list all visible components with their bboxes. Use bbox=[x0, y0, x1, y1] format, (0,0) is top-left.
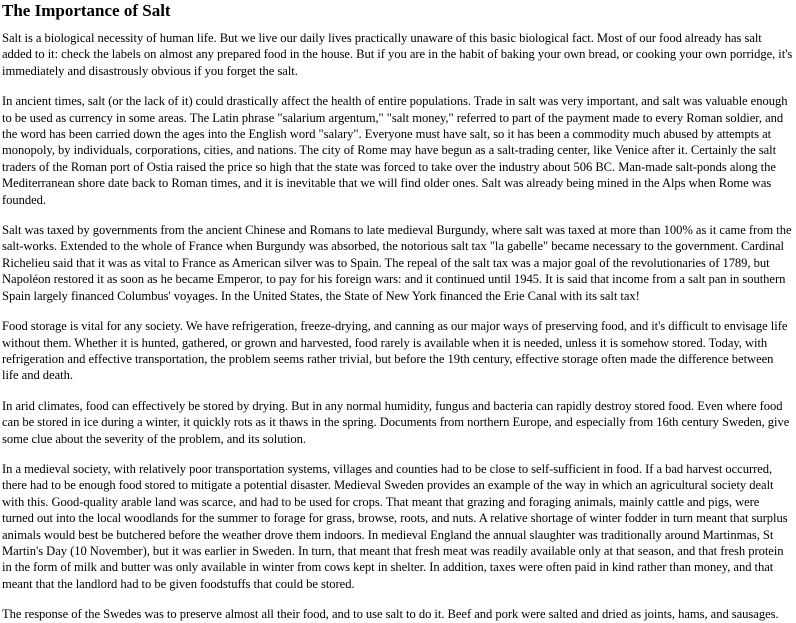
paragraph-salt-necessity: Salt is a biological necessity of human life. But we live our daily lives practically unaware of this basic biological fact. Most of our food already has salt added to it: check the labels on almost any prepared food in the house. But if you are in the habit of baking your own bread, or cooking your own porridge, it's immediately and disastrously obvious if you forget the salt. bbox=[2, 31, 793, 78]
page-title: The Importance of Salt bbox=[2, 1, 171, 20]
paragraph-medieval-society: In a medieval society, with relatively poor transportation systems, villages and counties had to be close to self-sufficient in food. If a bad harvest occurred, there had to be enough food stored to mitigate a potential disaster. Medieval Sweden provides an example of the way in which an agricultural society dealt with this. Good-quality arable land was scarce, and had to be used for crops. That meant that grazing and foraging animals, mainly cattle and pigs, were turned out into the local woodlands for the summer to forage for grass, browse, roots, and nuts. A relative shortage of winter fodder in turn meant that surplus animals would best be butchered before the weather drove them indoors. In medieval England the annual slaughter was traditionally around Martinmas, St Martin's Day (10 November), but it was earlier in Sweden. In turn, that meant that fresh meat was readily available only at that season, and that fresh protein in the form of milk and butter was only available in winter from cows kept in shelter. In addition, taxes were often paid in kind rather than money, and that meant that the landlord had to be given foodstuffs that could be stored. bbox=[2, 461, 788, 591]
paragraph-swedes-response: The response of the Swedes was to preserve almost all their food, and to use salt to do it. Beef and pork were salted and dried as joints, hams, and sausages. bbox=[2, 607, 779, 622]
paragraph-ancient-times: In ancient times, salt (or the lack of it) could drastically affect the health of entire populations. Trade in salt was very important, and salt was valuable enough to be used as currency in some areas. The Latin phrase "salarium argentum," "salt money," referred to part of the payment made to every Roman soldier, and the word has been carried down the ages into the English word "salary". Everyone must have salt, so it has been a commodity much abused by attempts at monopoly, by individuals, corporations, cities, and nations. The city of Rome may have begun as a salt-trading center, like Venice after it. Certainly the salt traders of the Roman port of Ostia raised the price so high that the state was forced to take over the industry about 506 BC. Man-made salt-ponds along the Mediterranean shore date back to Roman times, and it is inevitable that we will find older ones. Salt was already being mined in the Alps when Rome was founded. bbox=[2, 94, 788, 207]
paragraph-arid-climates: In arid climates, food can effectively be stored by drying. But in any normal humidity, fungus and bacteria can rapidly destroy stored food. Even where food can be stored in ice during a winter, it quickly rots as it thaws in the spring. Documents from northern Europe, and especially from 16th century Sweden, give some clue about the severity of the problem, and its solution. bbox=[2, 398, 790, 446]
paragraph-salt-tax: Salt was taxed by governments from the ancient Chinese and Romans to late medieval Burgundy, where salt was taxed at more than 100% as it came from the salt-works. Extended to the whole of France when Burgundy was absorbed, the notorious salt tax "la gabelle" became necessary to the government. Cardinal Richelieu said that it was as vital to France as American silver was to Spain. The repeal of the salt tax was a major goal of the revolutionaries of 1789, but Napoléon restored it as soon as he became Emperor, to pay for his foreign wars: and it continued until 1945. It is said that income from a salt pan in southern Spain largely financed Columbus' voyages. In the United States, the State of New York financed the Erie Canal with its salt tax! bbox=[2, 223, 792, 303]
paragraph-food-storage: Food storage is vital for any society. We have refrigeration, freeze-drying, and canning as our major ways of preserving food, and it's difficult to envisage life without them. Whether it is hunted, gathered, or grown and harvested, food rarely is available when it is needed, unless it is somehow stored. Today, with refrigeration and effective transportation, the problem seems rather trivial, but before the 19th century, effective storage often made the difference between life and death. bbox=[2, 319, 788, 383]
document-page bbox=[0, 1, 796, 623]
